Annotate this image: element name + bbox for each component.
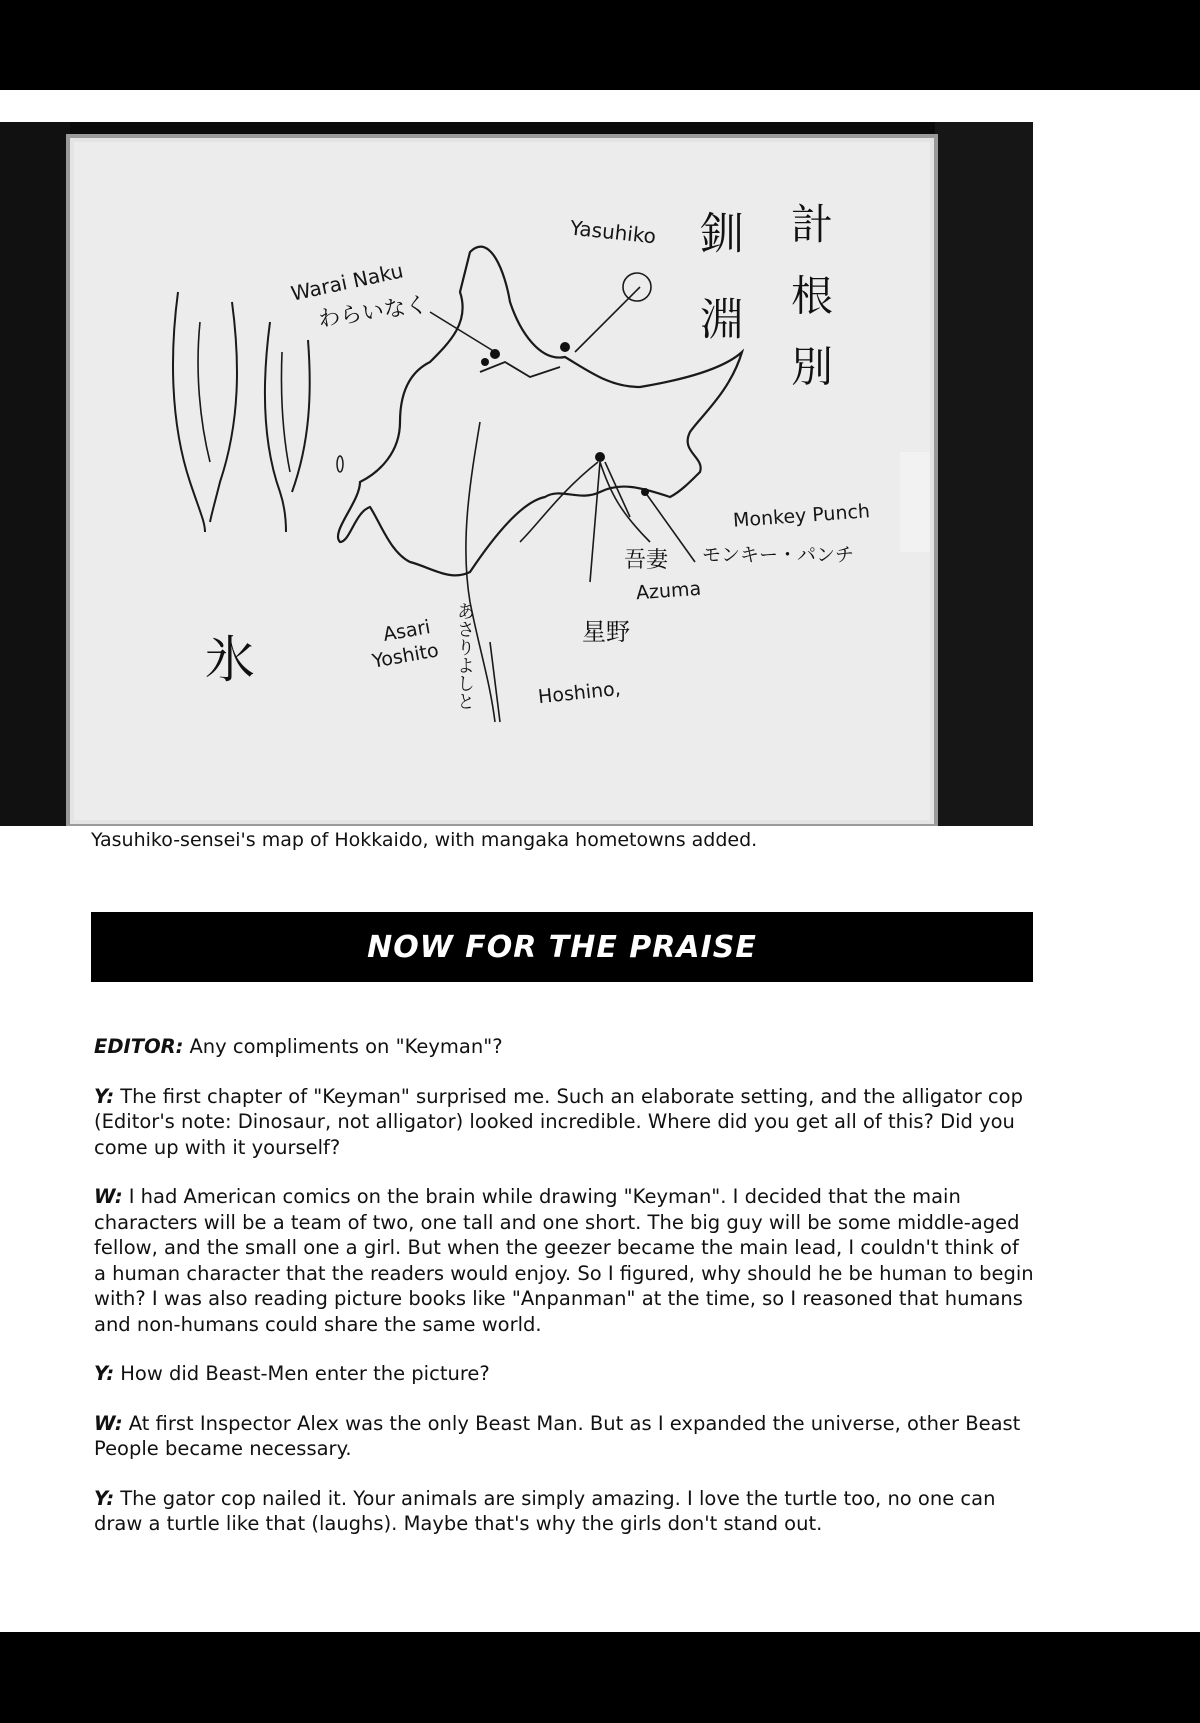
paragraph-text: I had American comics on the brain while drawing "Keyman". I decided that the main characters will be a team of two, one tall and one short. The big guy will be some middle-aged fellow, and the small one a girl. But when the geezer became the main lead, I couldn't think of a human character that the readers would enjoy. So I figured, why should he be human to begin with? I was also reading picture books like "Anpanman" at the time, so I reasoned that humans and non-humans could share the same world. (94, 1185, 1034, 1336)
whiteboard-photo (0, 122, 1033, 826)
whiteboard-drawing (0, 122, 1033, 826)
kanji-column-1: 釧 淵 (692, 210, 743, 354)
section-banner (91, 912, 1033, 982)
paragraph-text: The gator cop nailed it. Your animals are simply amazing. I love the turtle too, no one can draw a turtle like that (laughs). Maybe that's why the girls don't stand out. (94, 1486, 996, 1535)
interview-paragraph (94, 1361, 1034, 1387)
paragraph-text: At first Inspector Alex was the only Beast Man. But as I expanded the universe, other Beast People became necessary. (94, 1411, 1021, 1460)
label-warai-naku-kana: わらいなく (316, 292, 430, 333)
label-azuma-kanji: 吾妻 (624, 548, 669, 573)
kanji-column-2: 計 根 別 (785, 202, 834, 395)
label-monkey-punch: Monkey Punch (732, 500, 871, 532)
paragraph-text: Any compliments on "Keyman"? (189, 1035, 503, 1058)
paragraph-text: The first chapter of "Keyman" surprised me. Such an elaborate setting, and the alligator cop (Editor's note: Dinosaur, not alligator) looked incredible. Where did you get all of this? Did you come up with it yourself? (94, 1084, 1023, 1159)
speaker-label: Y: (94, 1362, 115, 1385)
bottom-black-bar (0, 1632, 1200, 1723)
speaker-label: EDITOR: (94, 1035, 184, 1058)
label-yasuhiko: Yasuhiko (568, 215, 658, 249)
interview-text (94, 1034, 1034, 1561)
label-yoshito-kana: あさりよしと (454, 602, 475, 710)
interview-paragraph (94, 1084, 1034, 1161)
speaker-label: W: (94, 1185, 123, 1208)
photo-caption: Yasuhiko-sensei's map of Hokkaido, with mangaka hometowns added. (91, 829, 758, 851)
speaker-label: Y: (94, 1084, 115, 1108)
label-hoshino: Hoshino, (537, 677, 622, 709)
interview-paragraph (94, 1486, 1034, 1537)
interview-paragraph (94, 1411, 1034, 1462)
top-black-bar (0, 0, 1200, 90)
ice-kanji: 氷 (205, 631, 255, 689)
label-asari: Asari (381, 616, 433, 646)
label-monkey-punch-kana: モンキー・パンチ (702, 544, 855, 566)
speaker-label: Y: (94, 1486, 115, 1510)
label-hoshino-kanji: 星野 (582, 618, 630, 646)
section-title: NOW FOR THE PRAISE (367, 929, 757, 965)
label-yoshito: Yoshito (370, 639, 441, 673)
paragraph-text: How did Beast-Men enter the picture? (120, 1362, 490, 1385)
label-warai-naku: Warai Naku (288, 258, 406, 306)
interview-paragraph (94, 1034, 1034, 1060)
speaker-label: W: (94, 1411, 123, 1435)
interview-paragraph (94, 1184, 1034, 1337)
label-azuma: Azuma (635, 577, 702, 605)
